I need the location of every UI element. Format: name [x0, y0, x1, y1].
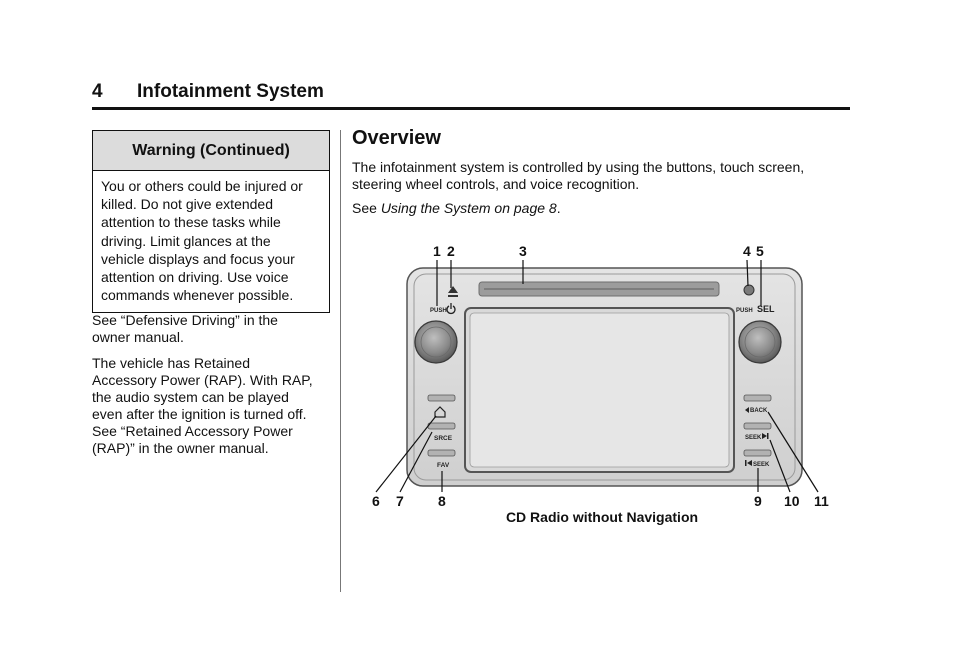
text-line: even after the ignition is turned off. [92, 406, 307, 422]
back-label: BACK [750, 408, 768, 414]
warning-line: killed. Do not give extended [101, 196, 273, 213]
left-column-text [92, 312, 332, 466]
radio-illustration [352, 230, 852, 530]
overview-intro [352, 159, 852, 193]
info-button [744, 285, 754, 295]
warning-line: attention on driving. Use voice [101, 269, 289, 286]
sel-label: SEL [757, 304, 775, 314]
see-suffix: . [556, 200, 561, 216]
back-button [744, 395, 771, 401]
warning-line: driving. Limit glances at the [101, 232, 271, 249]
figure-caption: CD Radio without Navigation [505, 509, 699, 525]
text-line: See “Defensive Driving” in the [92, 312, 278, 328]
push-label-right: PUSH [736, 308, 753, 314]
chapter-number: 4 [92, 81, 103, 102]
home-button [428, 395, 455, 401]
callout-10: 10 [784, 493, 800, 509]
warning-line: attention to these tasks while [101, 214, 281, 231]
callout-6: 6 [372, 493, 380, 509]
warning-line: You or others could be injured or [101, 178, 303, 194]
callout-11: 11 [814, 493, 829, 509]
source-button [428, 423, 455, 429]
page-header [92, 81, 850, 110]
callout-2: 2 [447, 243, 455, 259]
callout-5: 5 [756, 243, 764, 259]
callout-4: 4 [743, 243, 751, 259]
text-line: Accessory Power (RAP). With RAP, [92, 372, 313, 388]
fav-button [428, 450, 455, 456]
seek-forward-button [744, 423, 771, 429]
see-reference-line [352, 200, 561, 217]
column-divider [340, 130, 341, 592]
text-line: The vehicle has Retained [92, 355, 250, 371]
warning-body [93, 171, 329, 312]
text-line: See “Retained Accessory Power [92, 423, 293, 439]
seek-back-label: SEEK [753, 462, 770, 468]
text-line: the audio system can be played [92, 389, 289, 405]
chapter-title: Infotainment System [137, 81, 324, 102]
text-line: owner manual. [92, 329, 184, 345]
warning-line: commands whenever possible. [101, 287, 294, 304]
seek-back-button [744, 450, 771, 456]
callout-3: 3 [519, 243, 527, 259]
callout-1: 1 [433, 243, 441, 259]
warning-title: Warning (Continued) [93, 131, 329, 171]
page-reference-link[interactable]: Using the System on page 8 [380, 200, 557, 216]
defensive-driving-paragraph [92, 312, 332, 346]
text-line: steering wheel controls, and voice recognition. [352, 176, 640, 192]
warning-box [92, 130, 330, 313]
push-label-left: PUSH [430, 308, 447, 314]
see-prefix: See [352, 200, 381, 216]
seek-forward-label: SEEK [745, 435, 762, 441]
text-line: (RAP)” in the owner manual. [92, 440, 269, 456]
srce-label: SRCE [434, 435, 453, 442]
callout-7: 7 [396, 493, 404, 509]
callout-9: 9 [754, 493, 762, 509]
text-line: The infotainment system is controlled by using the buttons, touch screen, [352, 159, 805, 175]
rap-paragraph [92, 355, 332, 457]
fav-label: FAV [437, 462, 450, 469]
warning-line: vehicle displays and focus your [101, 250, 295, 267]
callout-8: 8 [438, 493, 446, 509]
section-heading-overview: Overview [352, 127, 441, 149]
